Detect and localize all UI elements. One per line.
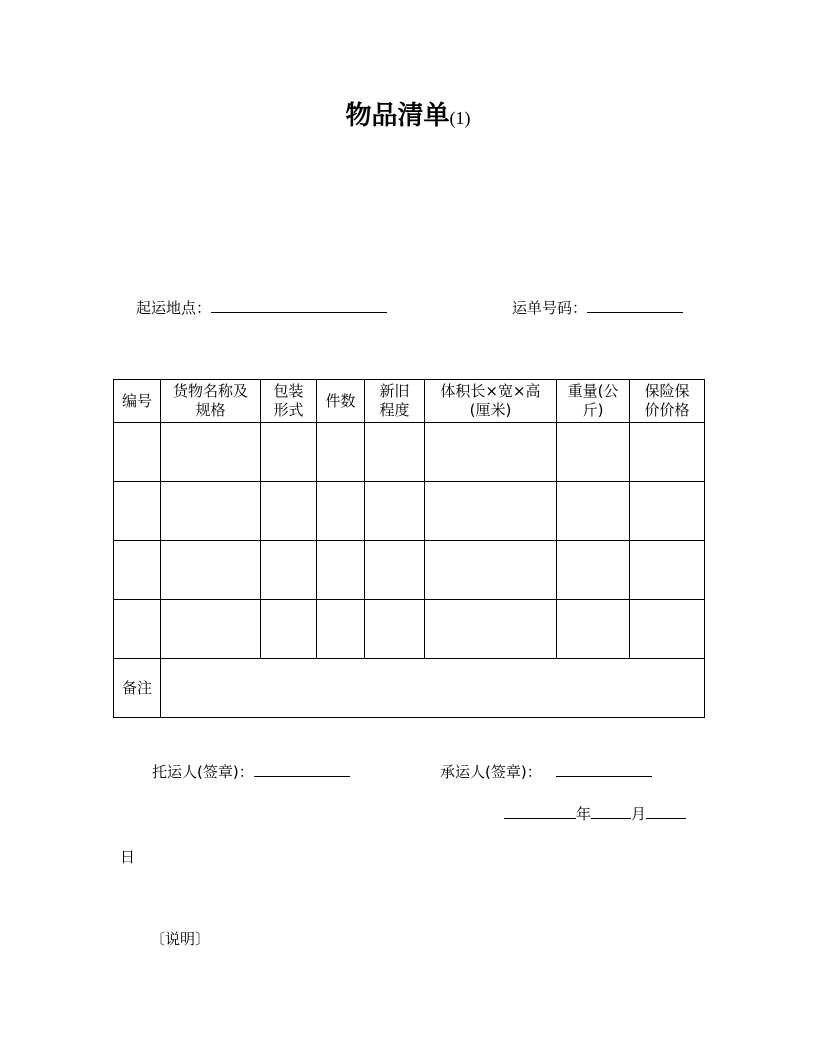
table-cell[interactable]	[365, 482, 425, 541]
table-header-row	[114, 380, 705, 423]
table-cell[interactable]	[425, 541, 557, 600]
waybill-row	[512, 298, 683, 318]
header-insured-value: 保险保 价价格	[630, 380, 705, 423]
header-goods-name: 货物名称及 规格	[161, 380, 261, 423]
table-cell[interactable]	[317, 600, 365, 659]
table-cell[interactable]	[630, 482, 705, 541]
header-weight: 重量(公 斤)	[557, 380, 630, 423]
header-condition: 新旧 程度	[365, 380, 425, 423]
table-cell[interactable]	[261, 423, 317, 482]
origin-field[interactable]	[211, 298, 387, 313]
table-cell[interactable]	[261, 541, 317, 600]
table-cell[interactable]	[317, 423, 365, 482]
table-cell[interactable]	[630, 541, 705, 600]
table-row	[114, 482, 705, 541]
table-cell[interactable]	[161, 423, 261, 482]
table-cell[interactable]	[114, 541, 161, 600]
table-cell[interactable]	[557, 541, 630, 600]
month-field[interactable]	[591, 804, 631, 819]
shipper-signature-field[interactable]	[254, 762, 350, 777]
table-cell[interactable]	[365, 600, 425, 659]
day-label: 日	[120, 848, 136, 866]
carrier-label: 承运人(签章)：	[440, 763, 542, 781]
header-quantity: 件数	[317, 380, 365, 423]
table-cell[interactable]	[261, 600, 317, 659]
table-cell[interactable]	[114, 423, 161, 482]
page-title	[0, 98, 816, 137]
table-cell[interactable]	[317, 541, 365, 600]
table-cell[interactable]	[114, 482, 161, 541]
table-row	[114, 600, 705, 659]
table-cell[interactable]	[425, 423, 557, 482]
header-packaging: 包装 形式	[261, 380, 317, 423]
month-label: 月	[631, 805, 647, 823]
table-cell[interactable]	[161, 600, 261, 659]
header-id: 编号	[114, 380, 161, 423]
table-row	[114, 423, 705, 482]
remark-field[interactable]	[161, 659, 705, 718]
table-cell[interactable]	[557, 600, 630, 659]
remark-row	[114, 659, 705, 718]
waybill-field[interactable]	[587, 298, 683, 313]
origin-label: 起运地点：	[136, 299, 212, 317]
table-row	[114, 541, 705, 600]
table-cell[interactable]	[317, 482, 365, 541]
header-volume: 体积长×宽×高 (厘米)	[425, 380, 557, 423]
table-cell[interactable]	[557, 423, 630, 482]
title-main: 物品清单	[345, 101, 450, 131]
shipper-row	[152, 762, 350, 782]
table-cell[interactable]	[630, 423, 705, 482]
table-cell[interactable]	[365, 541, 425, 600]
carrier-row	[440, 762, 652, 782]
origin-row	[136, 298, 387, 318]
year-field[interactable]	[504, 804, 576, 819]
note-label: 〔说明〕	[150, 930, 211, 948]
table-cell[interactable]	[365, 423, 425, 482]
day-field[interactable]	[646, 804, 686, 819]
shipper-label: 托运人(签章)：	[152, 763, 254, 781]
title-number: (1)	[449, 108, 471, 128]
table-cell[interactable]	[261, 482, 317, 541]
table-cell[interactable]	[161, 541, 261, 600]
table-cell[interactable]	[557, 482, 630, 541]
date-row	[504, 804, 686, 824]
waybill-label: 运单号码：	[512, 299, 588, 317]
carrier-signature-field[interactable]	[556, 762, 652, 777]
year-label: 年	[576, 805, 592, 823]
table-cell[interactable]	[425, 482, 557, 541]
table-cell[interactable]	[630, 600, 705, 659]
table-cell[interactable]	[425, 600, 557, 659]
table-cell[interactable]	[114, 600, 161, 659]
remark-label: 备注	[114, 659, 161, 718]
table-cell[interactable]	[161, 482, 261, 541]
item-table	[113, 379, 705, 718]
